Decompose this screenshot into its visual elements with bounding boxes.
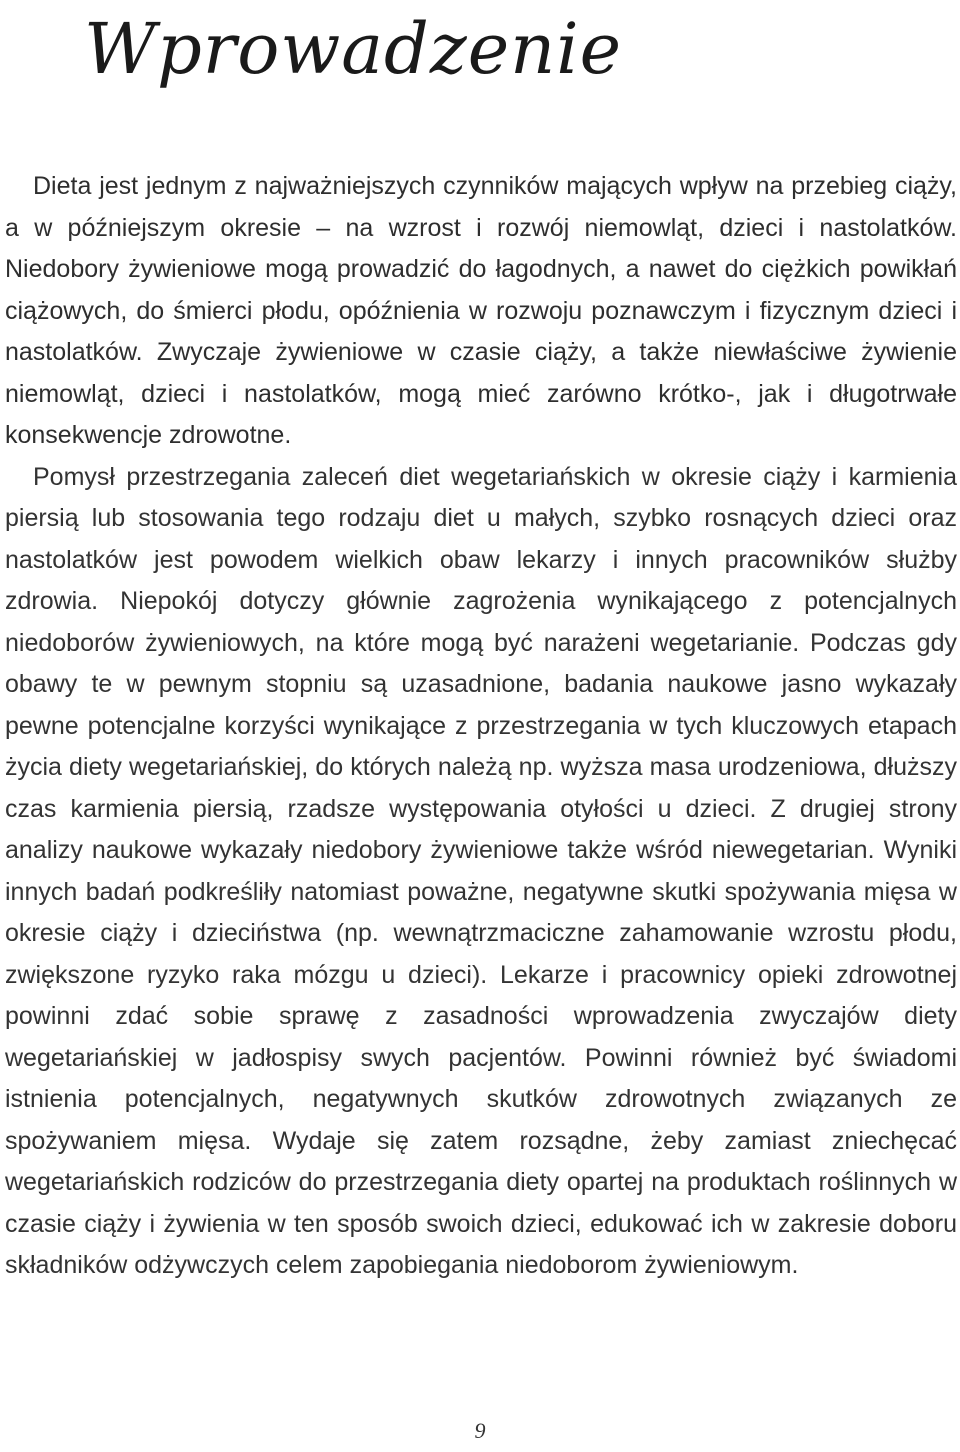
chapter-title: Wprowadzenie — [84, 8, 623, 90]
page-number: 9 — [474, 1418, 486, 1443]
body-text — [5, 166, 957, 1287]
paragraph-2: Pomysł przestrzegania zaleceń diet wegetariańskich w okresie ciąży i karmienia piersią lub stosowania tego rodzaju diet u małych, szybko rosnących dzieci oraz nastolatków jest powodem wielkich obaw lekarzy i innych pracowników służby zdrowia. Niepokój dotyczy głównie zagrożenia wynikającego z potencjalnych niedoborów żywieniowych, na które mogą być narażeni wegetarianie. Podczas gdy obawy te w pewnym stopniu są uzasadnione, badania naukowe jasno wykazały pewne potencjalne korzyści wynikające z przestrzegania w tych kluczowych etapach życia diety wegetariańskiej, do których należą np. wyższa masa urodzeniowa, dłuższy czas karmienia piersią, rzadsze występowania otyłości u dzieci. Z drugiej strony analizy naukowe wykazały niedobory żywieniowe także wśród niewegetarian. Wyniki innych badań podkreśliły natomiast poważne, negatywne skutki spożywania mięsa w okresie ciąży i dzieciństwa (np. wewnątrzmaciczne zahamowanie wzrostu płodu, zwiększone ryzyko raka mózgu u dzieci). Lekarze i pracownicy opieki zdrowotnej powinni zdać sobie sprawę z zasadności wprowadzenia zwyczajów diety wegetariańskiej w jadłospisy swych pacjentów. Powinni również być świadomi istnienia potencjalnych, negatywnych skutków zdrowotnych związanych ze spożywaniem mięsa. Wydaje się zatem rozsądne, żeby zamiast zniechęcać wegetariańskich rodziców do przestrzegania diety opartej na produktach roślinnych w czasie ciąży i żywienia w ten sposób swoich dzieci, edukować ich w zakresie doboru składników odżywczych celem zapobiegania niedoborom żywieniowym. — [5, 462, 957, 1279]
paragraph-1: Dieta jest jednym z najważniejszych czynników mających wpływ na przebieg ciąży, a w późniejszym okresie – na wzrost i rozwój niemowląt, dzieci i nastolatków. Niedobory żywieniowe mogą prowadzić do łagodnych, a nawet do ciężkich powikłań ciążowych, do śmierci płodu, opóźnienia w rozwoju poznawczym i fizycznym dzieci i nastolatków. Zwyczaje żywieniowe w czasie ciąży, a także niewłaściwe żywienie niemowląt, dzieci i nastolatków, mogą mieć zarówno krótko-, jak i długotrwałe konsekwencje zdrowotne. — [5, 172, 957, 449]
